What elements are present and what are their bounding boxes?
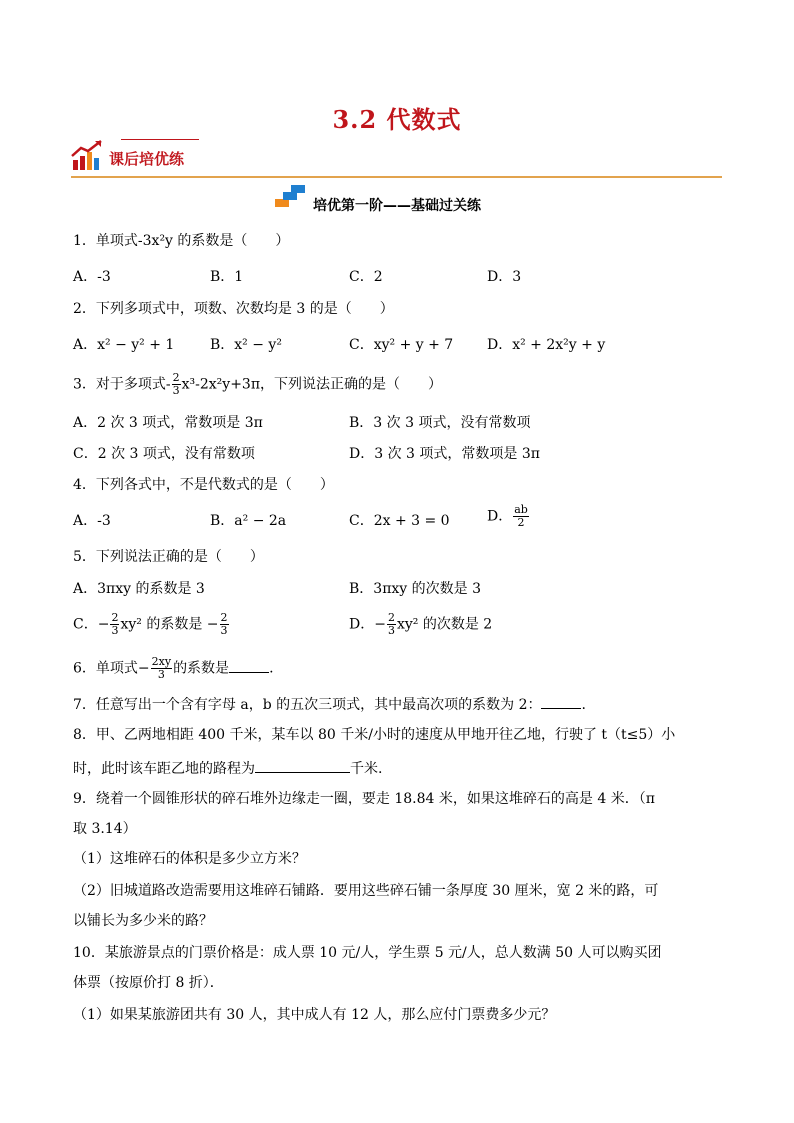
banner-label: 课后培优练 (109, 150, 185, 168)
q5-d-suffix: xy² 的次数是 2 (396, 616, 493, 633)
q1-option-c: C．2 (349, 269, 383, 285)
question-9-sub-2-line-2: 以铺长为多少米的路？ (73, 913, 213, 929)
q1-option-d: D．3 (487, 269, 522, 285)
q3-option-c: C．2 次 3 项式，没有常数项 (73, 446, 255, 462)
question-9-sub-1: （1）这堆碎石的体积是多少立方米？ (73, 851, 306, 867)
question-9-sub-2-line-1: （2）旧城道路改造需要用这堆碎石铺路．要用这些碎石铺一条厚度 30 厘米，宽 2 米的路，可 (73, 883, 659, 899)
q6-answer-blank[interactable] (229, 658, 269, 673)
q5-c-frac-den: 3 (111, 624, 119, 637)
q6-end: . (269, 660, 274, 677)
q5-d-fraction (387, 612, 396, 637)
q3-stem-suffix: x³-2x²y+3π，下列说法正确的是（ ） (181, 376, 443, 393)
q6-fraction (151, 656, 172, 681)
q5-c-frac-den-2: 3 (220, 624, 228, 637)
page-title: 3.2 代数式 (332, 105, 462, 134)
banner-divider (71, 176, 722, 178)
q2-option-c: C．xy² + y + 7 (349, 337, 454, 353)
q5-d-prefix: D．− (349, 616, 386, 633)
q2-option-b: B．x² − y² (210, 337, 282, 353)
question-4-stem: 4．下列各式中，不是代数式的是（ ） (73, 477, 334, 493)
q8-answer-blank[interactable] (255, 758, 350, 773)
q6-prefix: 6．单项式− (73, 660, 150, 677)
q3-stem-prefix: 3．对于多项式- (73, 376, 171, 393)
q3-frac-den: 3 (172, 384, 180, 397)
q6-frac-num: 2xy (151, 655, 172, 668)
q5-option-d (349, 612, 492, 637)
q5-d-frac-den: 3 (387, 624, 395, 637)
question-10-line-2: 体票（按原价打 8 折）． (73, 975, 224, 991)
section-heading (0, 185, 794, 215)
q3-option-d: D．3 次 3 项式，常数项是 3π (349, 446, 540, 462)
section-label: 培优第一阶——基础过关练 (313, 198, 481, 214)
q4-option-a: A．-3 (73, 513, 111, 529)
q4-option-c: C．2x + 3 = 0 (349, 513, 450, 529)
q8-line2-prefix: 时，此时该车距乙地的路程为 (73, 761, 255, 777)
q6-frac-den: 3 (157, 668, 165, 681)
question-8-line-2 (73, 758, 382, 778)
q5-option-a: A．3πxy 的系数是 3 (73, 581, 205, 597)
q2-option-d: D．x² + 2x²y + y (487, 337, 606, 353)
q8-line2-suffix: 千米. (350, 761, 383, 777)
q4-frac-num: ab (514, 503, 528, 516)
q3-option-b: B．3 次 3 项式，没有常数项 (349, 415, 531, 431)
q5-option-c (73, 612, 230, 637)
question-9-line-2: 取 3.14） (73, 821, 137, 837)
q1-option-b: B．1 (210, 269, 244, 285)
section-banner (71, 132, 722, 178)
banner-accent-line (121, 139, 199, 140)
q5-c-prefix: C．− (73, 616, 110, 633)
q4-option-d (487, 504, 530, 529)
q5-option-b: B．3πxy 的次数是 3 (349, 581, 482, 597)
q1-option-a: A．-3 (73, 269, 111, 285)
q5-c-fraction (110, 612, 119, 637)
q7-text: 7．任意写出一个含有字母 a，b 的五次三项式，其中最高次项的系数为 2： (73, 697, 542, 713)
question-9-line-1: 9．绕着一个圆锥形状的碎石堆外边缘走一圈，要走 18.84 米，如果这堆碎石的高是 4 米．（π (73, 791, 655, 807)
growth-chart-icon (71, 138, 105, 172)
q3-option-a: A．2 次 3 项式，常数项是 3π (73, 415, 263, 431)
stairs-icon (275, 185, 307, 209)
q6-suffix: 的系数是 (173, 660, 230, 677)
q5-c-frac-num: 2 (111, 611, 119, 624)
q5-d-frac-num: 2 (387, 611, 395, 624)
question-3-stem (73, 372, 442, 397)
question-10-line-1: 10．某旅游景点的门票价格是：成人票 10 元/人，学生票 5 元/人，总人数满 50 人可以购买团 (73, 945, 662, 961)
q5-c-mid: xy² 的系数是 − (120, 616, 219, 633)
question-7 (73, 694, 586, 714)
question-5-stem: 5．下列说法正确的是（ ） (73, 549, 264, 565)
q2-option-a: A．x² − y² + 1 (73, 337, 175, 353)
question-2-stem: 2．下列多项式中，项数、次数均是 3 的是（ ） (73, 301, 394, 317)
question-1-stem: 1．单项式-3x²y 的系数是（ ） (73, 233, 290, 249)
q5-c-frac-num-2: 2 (220, 611, 228, 624)
question-6 (73, 656, 274, 681)
q4-option-d-label: D． (487, 508, 513, 525)
q5-c-fraction-2 (220, 612, 229, 637)
q3-frac-num: 2 (172, 371, 180, 384)
q4-fraction (513, 504, 529, 529)
q7-answer-blank[interactable] (541, 694, 581, 709)
q7-end: . (581, 697, 586, 713)
q3-fraction (172, 372, 181, 397)
question-8-line-1: 8．甲、乙两地相距 400 千米，某车以 80 千米/小时的速度从甲地开往乙地，行驶了 t（t≤5）小 (73, 727, 676, 743)
question-10-sub-1: （1）如果某旅游团共有 30 人，其中成人有 12 人，那么应付门票费多少元？ (73, 1007, 556, 1023)
q4-option-b: B．a² − 2a (210, 513, 287, 529)
q4-frac-den: 2 (517, 516, 525, 529)
